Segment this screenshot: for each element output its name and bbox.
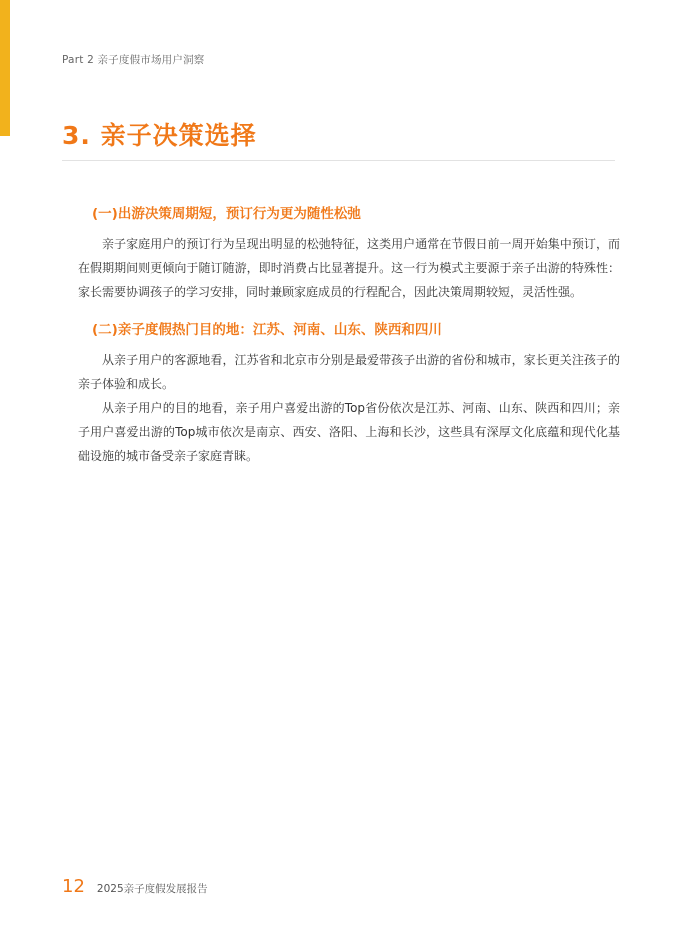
paragraph: 从亲子用户的目的地看，亲子用户喜爱出游的Top省份依次是江苏、河南、山东、陕西和四川；亲子用户喜爱出游的Top城市依次是南京、西安、洛阳、上海和长沙，这些具有深厚文化底蕴和现代化基础设施的城市备受亲子家庭青睐。: [78, 401, 620, 463]
running-header: Part 2 亲子度假市场用户洞察: [62, 54, 205, 66]
subsection-heading: (一)出游决策周期短，预订行为更为随性松弛: [92, 206, 361, 222]
title-divider: [62, 160, 615, 161]
main-content: [78, 204, 620, 484]
paragraph: 亲子家庭用户的预订行为呈现出明显的松弛特征，这类用户通常在节假日前一周开始集中预订，而在假期期间则更倾向于随订随游，即时消费占比显著提升。这一行为模式主要源于亲子出游的特殊性：家长需要协调孩子的学习安排，同时兼顾家庭成员的行程配合，因此决策周期较短，灵活性强。: [78, 237, 620, 299]
paragraph: 从亲子用户的客源地看，江苏省和北京市分别是最爱带孩子出游的省份和城市，家长更关注孩子的亲子体验和成长。: [78, 353, 620, 391]
subsection-2: [78, 320, 620, 468]
accent-bar: [0, 0, 10, 136]
page-number: 12: [62, 876, 85, 897]
report-title: 2025亲子度假发展报告: [96, 883, 208, 895]
page-footer: [62, 876, 208, 897]
section-title: 3. 亲子决策选择: [62, 121, 257, 150]
subsection-1: [78, 204, 620, 304]
subsection-heading: (二)亲子度假热门目的地：江苏、河南、山东、陕西和四川: [92, 322, 442, 338]
